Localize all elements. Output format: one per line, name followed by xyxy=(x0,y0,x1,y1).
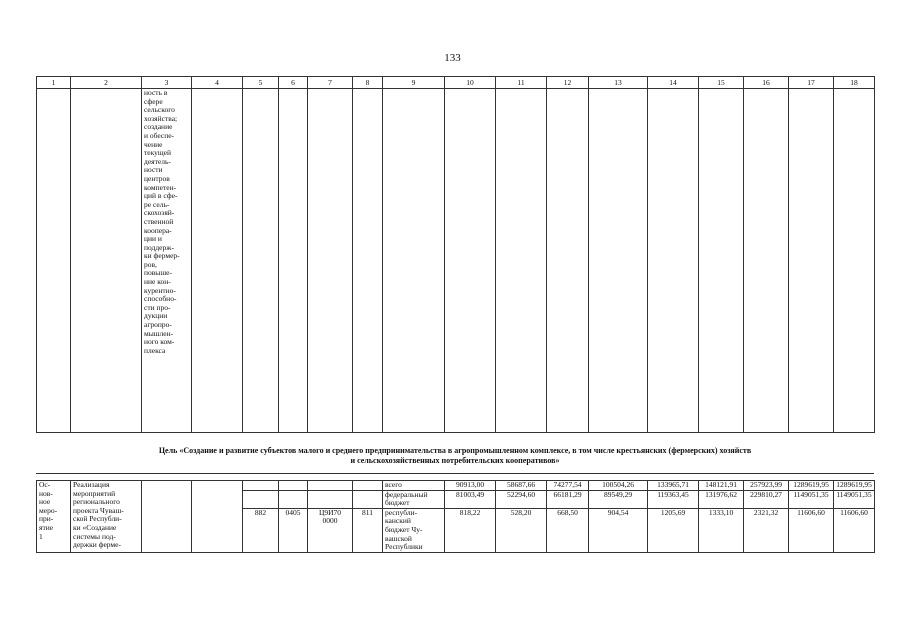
text-line: поддерж- xyxy=(144,242,174,252)
goal-line-1: Цель «Создание и развитие субъектов малого и среднего предпринимательства в агропромышленном комплексе, в том числе крестьянских (фермерских) хозяйств xyxy=(158,446,752,455)
continuation-row xyxy=(37,89,875,433)
column-number: 4 xyxy=(192,77,243,89)
source-cell: республи- канский бюджет Чу- вашской Республики xyxy=(383,508,445,552)
value-cell: 66181,29 xyxy=(547,490,589,508)
continuation-table xyxy=(36,76,875,433)
column-number: 5 xyxy=(243,77,279,89)
value-cell: 1149051,35 xyxy=(789,490,834,508)
text-line: сфере xyxy=(144,96,163,106)
value-cell: 11606,60 xyxy=(834,508,875,552)
text-line: чение xyxy=(144,139,163,149)
value-cell: 89549,29 xyxy=(589,490,648,508)
column-number: 7 xyxy=(308,77,353,89)
value-cell: 1205,69 xyxy=(648,508,699,552)
goal-heading xyxy=(36,446,874,466)
value-cell: 90913,00 xyxy=(445,481,496,491)
value-cell: 528,20 xyxy=(496,508,547,552)
text-line: ности xyxy=(144,165,163,175)
text-line: ров, xyxy=(144,259,157,269)
text-line: ций в сфе- xyxy=(144,191,178,201)
text-line: компетен- xyxy=(144,182,177,192)
text-line: способно- xyxy=(144,294,177,304)
text-line: ки фермер- xyxy=(144,251,180,261)
column-number: 13 xyxy=(589,77,648,89)
value-cell: 131976,62 xyxy=(699,490,744,508)
text-line: и обеспе- xyxy=(144,130,175,140)
goal-line-2: и сельскохозяйственных потребительских кооперативов» xyxy=(350,456,560,465)
text-line: повыше- xyxy=(144,268,172,278)
text-line: коопера- xyxy=(144,225,172,235)
value-cell: 1289619,95 xyxy=(834,481,875,491)
text-line: ного ком- xyxy=(144,337,175,347)
csr-code: Ц9И70 0000 xyxy=(308,508,353,552)
value-cell: 668,50 xyxy=(547,508,589,552)
value-cell: 81003,49 xyxy=(445,490,496,508)
page-number: 133 xyxy=(444,52,461,64)
column-number: 17 xyxy=(789,77,834,89)
text-line: плекса xyxy=(144,345,166,355)
objective-text-cell xyxy=(142,89,192,433)
value-cell: 818,22 xyxy=(445,508,496,552)
column-number: 16 xyxy=(744,77,789,89)
value-cell: 148121,91 xyxy=(699,481,744,491)
column-number: 9 xyxy=(383,77,445,89)
column-number-row xyxy=(37,77,875,89)
value-cell: 1149051,35 xyxy=(834,490,875,508)
text-line: ре сель- xyxy=(144,199,170,209)
text-line: деятель- xyxy=(144,156,171,166)
text-line: сельского xyxy=(144,105,175,115)
column-number: 6 xyxy=(279,77,308,89)
value-cell: 229810,27 xyxy=(744,490,789,508)
column-number: 2 xyxy=(71,77,142,89)
text-line: мышлен- xyxy=(144,328,174,338)
text-line: центров xyxy=(144,173,170,183)
value-cell: 1333,10 xyxy=(699,508,744,552)
rzpr-code: 0405 xyxy=(279,508,308,552)
column-number: 18 xyxy=(834,77,875,89)
source-cell: федеральный бюджет xyxy=(383,490,445,508)
vr-code: 811 xyxy=(353,508,383,552)
grbs-code: 882 xyxy=(243,508,279,552)
value-cell: 100504,26 xyxy=(589,481,648,491)
text-line: ние кон- xyxy=(144,277,171,287)
event-type-cell: Ос- нов- ное меро- при- ятие 1 xyxy=(37,481,71,553)
value-cell: 58687,66 xyxy=(496,481,547,491)
text-line: ность в xyxy=(144,88,168,97)
column-number: 15 xyxy=(699,77,744,89)
value-cell: 52294,60 xyxy=(496,490,547,508)
source-cell: всего xyxy=(383,481,445,491)
column-number: 10 xyxy=(445,77,496,89)
column-number: 3 xyxy=(142,77,192,89)
text-line: хозяйства; xyxy=(144,113,178,123)
text-line: текущей xyxy=(144,148,172,158)
text-line: скохозяй- xyxy=(144,208,175,218)
text-line: сти про- xyxy=(144,302,171,312)
value-cell: 74277,54 xyxy=(547,481,589,491)
text-line: агропро- xyxy=(144,320,172,330)
column-number: 14 xyxy=(648,77,699,89)
column-number: 12 xyxy=(547,77,589,89)
value-cell: 904,54 xyxy=(589,508,648,552)
value-cell: 2321,32 xyxy=(744,508,789,552)
column-number: 8 xyxy=(353,77,383,89)
value-cell: 119363,45 xyxy=(648,490,699,508)
value-cell: 257923,99 xyxy=(744,481,789,491)
event-name-cell: Реализация мероприятий регионального проекта Чуваш- ской Республи- ки «Создание системы под- держки ферме- xyxy=(71,481,142,553)
value-cell: 11606,60 xyxy=(789,508,834,552)
value-cell: 133965,71 xyxy=(648,481,699,491)
value-cell: 1289619,95 xyxy=(789,481,834,491)
column-number: 1 xyxy=(37,77,71,89)
text-line: курентно- xyxy=(144,285,176,295)
text-line: создание xyxy=(144,122,173,132)
table-row xyxy=(37,481,875,491)
event-table xyxy=(36,480,875,553)
divider xyxy=(36,473,874,474)
text-line: ственной xyxy=(144,216,174,226)
text-line: дукции xyxy=(144,311,168,321)
column-number: 11 xyxy=(496,77,547,89)
text-line: ции и xyxy=(144,234,162,244)
